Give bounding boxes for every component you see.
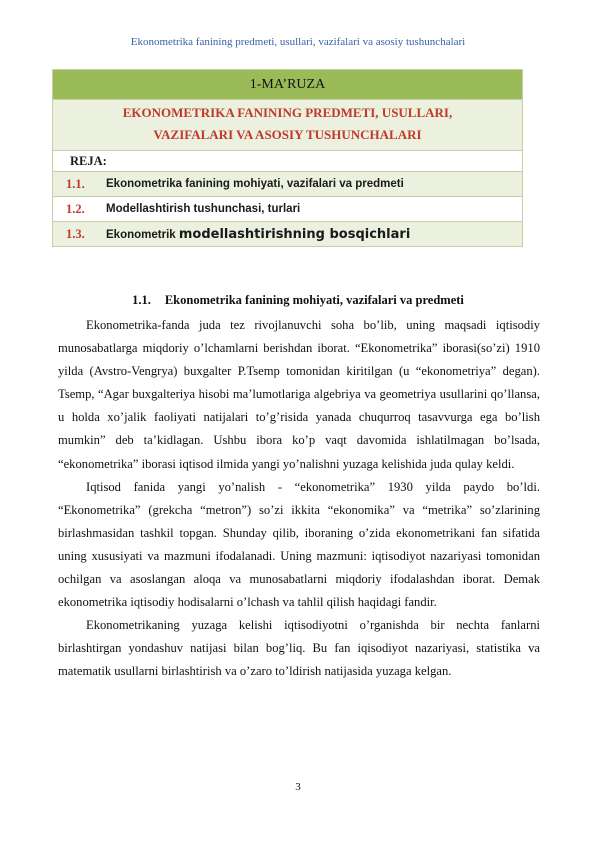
plan-item xyxy=(53,197,523,222)
lecture-plan-table xyxy=(52,69,523,247)
plan-item xyxy=(53,172,523,197)
paragraph: Ekonometrikaning yuzaga kelishi iqtisodiyotni o’rganishda bir nechta fanlarni birlashtirgan yondashuv natijasi bilan bog’liq. Bu fan iqisodiyot nazariyasi, statistika va matematik usullarni birlashtirish va o’zaro to’ldirish natijasida yuzaga kelgan. xyxy=(58,618,540,679)
lecture-title-line2: VAZIFALARI VA ASOSIY TUSHUNCHALARI xyxy=(153,127,422,142)
plan-label: REJA: xyxy=(53,151,523,172)
page-number: 3 xyxy=(295,781,301,793)
plan-item-text: Ekonometrika fanining mohiyati, vazifalari va predmeti xyxy=(106,178,404,190)
lecture-number: 1-MA’RUZA xyxy=(53,70,523,100)
section-heading xyxy=(0,293,596,308)
plan-item-number: 1.3. xyxy=(66,226,85,241)
plan-item-text: Modellashtirish tushunchasi, turlari xyxy=(106,203,301,215)
running-header: Ekonometrika fanining predmeti, usullari, vazifalari va asosiy tushunchalari xyxy=(130,36,466,48)
lecture-title-line1: EKONOMETRIKA FANINING PREDMETI, USULLARI, xyxy=(122,105,453,120)
section-title: Ekonometrika fanining mohiyati, vazifalari va predmeti xyxy=(164,293,464,307)
plan-item-text-a: Ekonometrik xyxy=(106,228,176,241)
plan-item xyxy=(53,222,523,247)
plan-item-text xyxy=(105,222,523,247)
plan-item-text-b: modellashtirishning bosqichlari xyxy=(178,226,411,242)
body-text xyxy=(58,314,540,684)
section-number: 1.1. xyxy=(132,293,151,307)
paragraph: Iqtisod fanida yangi yo’nalish - “ekonometrika” 1930 yilda paydo bo’ldi. “Ekonometrika” (grekcha “metron”) so’zi ikkita “ekonomika” va “metrika” so’zlarining birlashmasidan tashkil topgan. Shunday qilib, iboraning o’zida ekonometrikani fan sifatida uning xususiyati va mazmuni ifodalanadi. Uning mazmuni: iqtisodiyot nazariyasi tomonidan ochilgan va asoslangan aloqa va munosabatlarni miqdoriy ifodalashdan iborat. Demak ekonometrika iqtisodiy hodisalarni o’lchash va tahlil qilish haqidagi fandir. xyxy=(58,479,540,610)
paragraph: Ekonometrika-fanda juda tez rivojlanuvchi soha bo’lib, uning maqsadi iqtisodiy munosabatlarga miqdoriy o’lchamlarni berishdan iborat. “Ekonometrika” iborasi(so’zi) 1910 yilda (Avstro-Vengrya) buxgalter P.Tsemp tomonidan kiritilgan (u “ekonometriya” degan). Tsemp, “Agar buxgalteriya hisobi ma’lumotlariga algebriya va geometriya usullarini qo’llansa, u holda xo’jalik faoliyati natijalari to’g’risida yanada chuqurroq tasavvurga ega bo’lish mumkin” deb ta’kidlagan. Ushbu ibora ko’p vaqt davomida ishlatilmagan bo’lsada, “ekonometrika” iborasi iqtisod ilmida yangi yo’nalishni yuzaga kelishida juda qulay keldi. xyxy=(58,318,540,471)
plan-item-number: 1.1. xyxy=(66,176,85,191)
lecture-title xyxy=(53,100,523,151)
plan-item-number: 1.2. xyxy=(66,201,85,216)
